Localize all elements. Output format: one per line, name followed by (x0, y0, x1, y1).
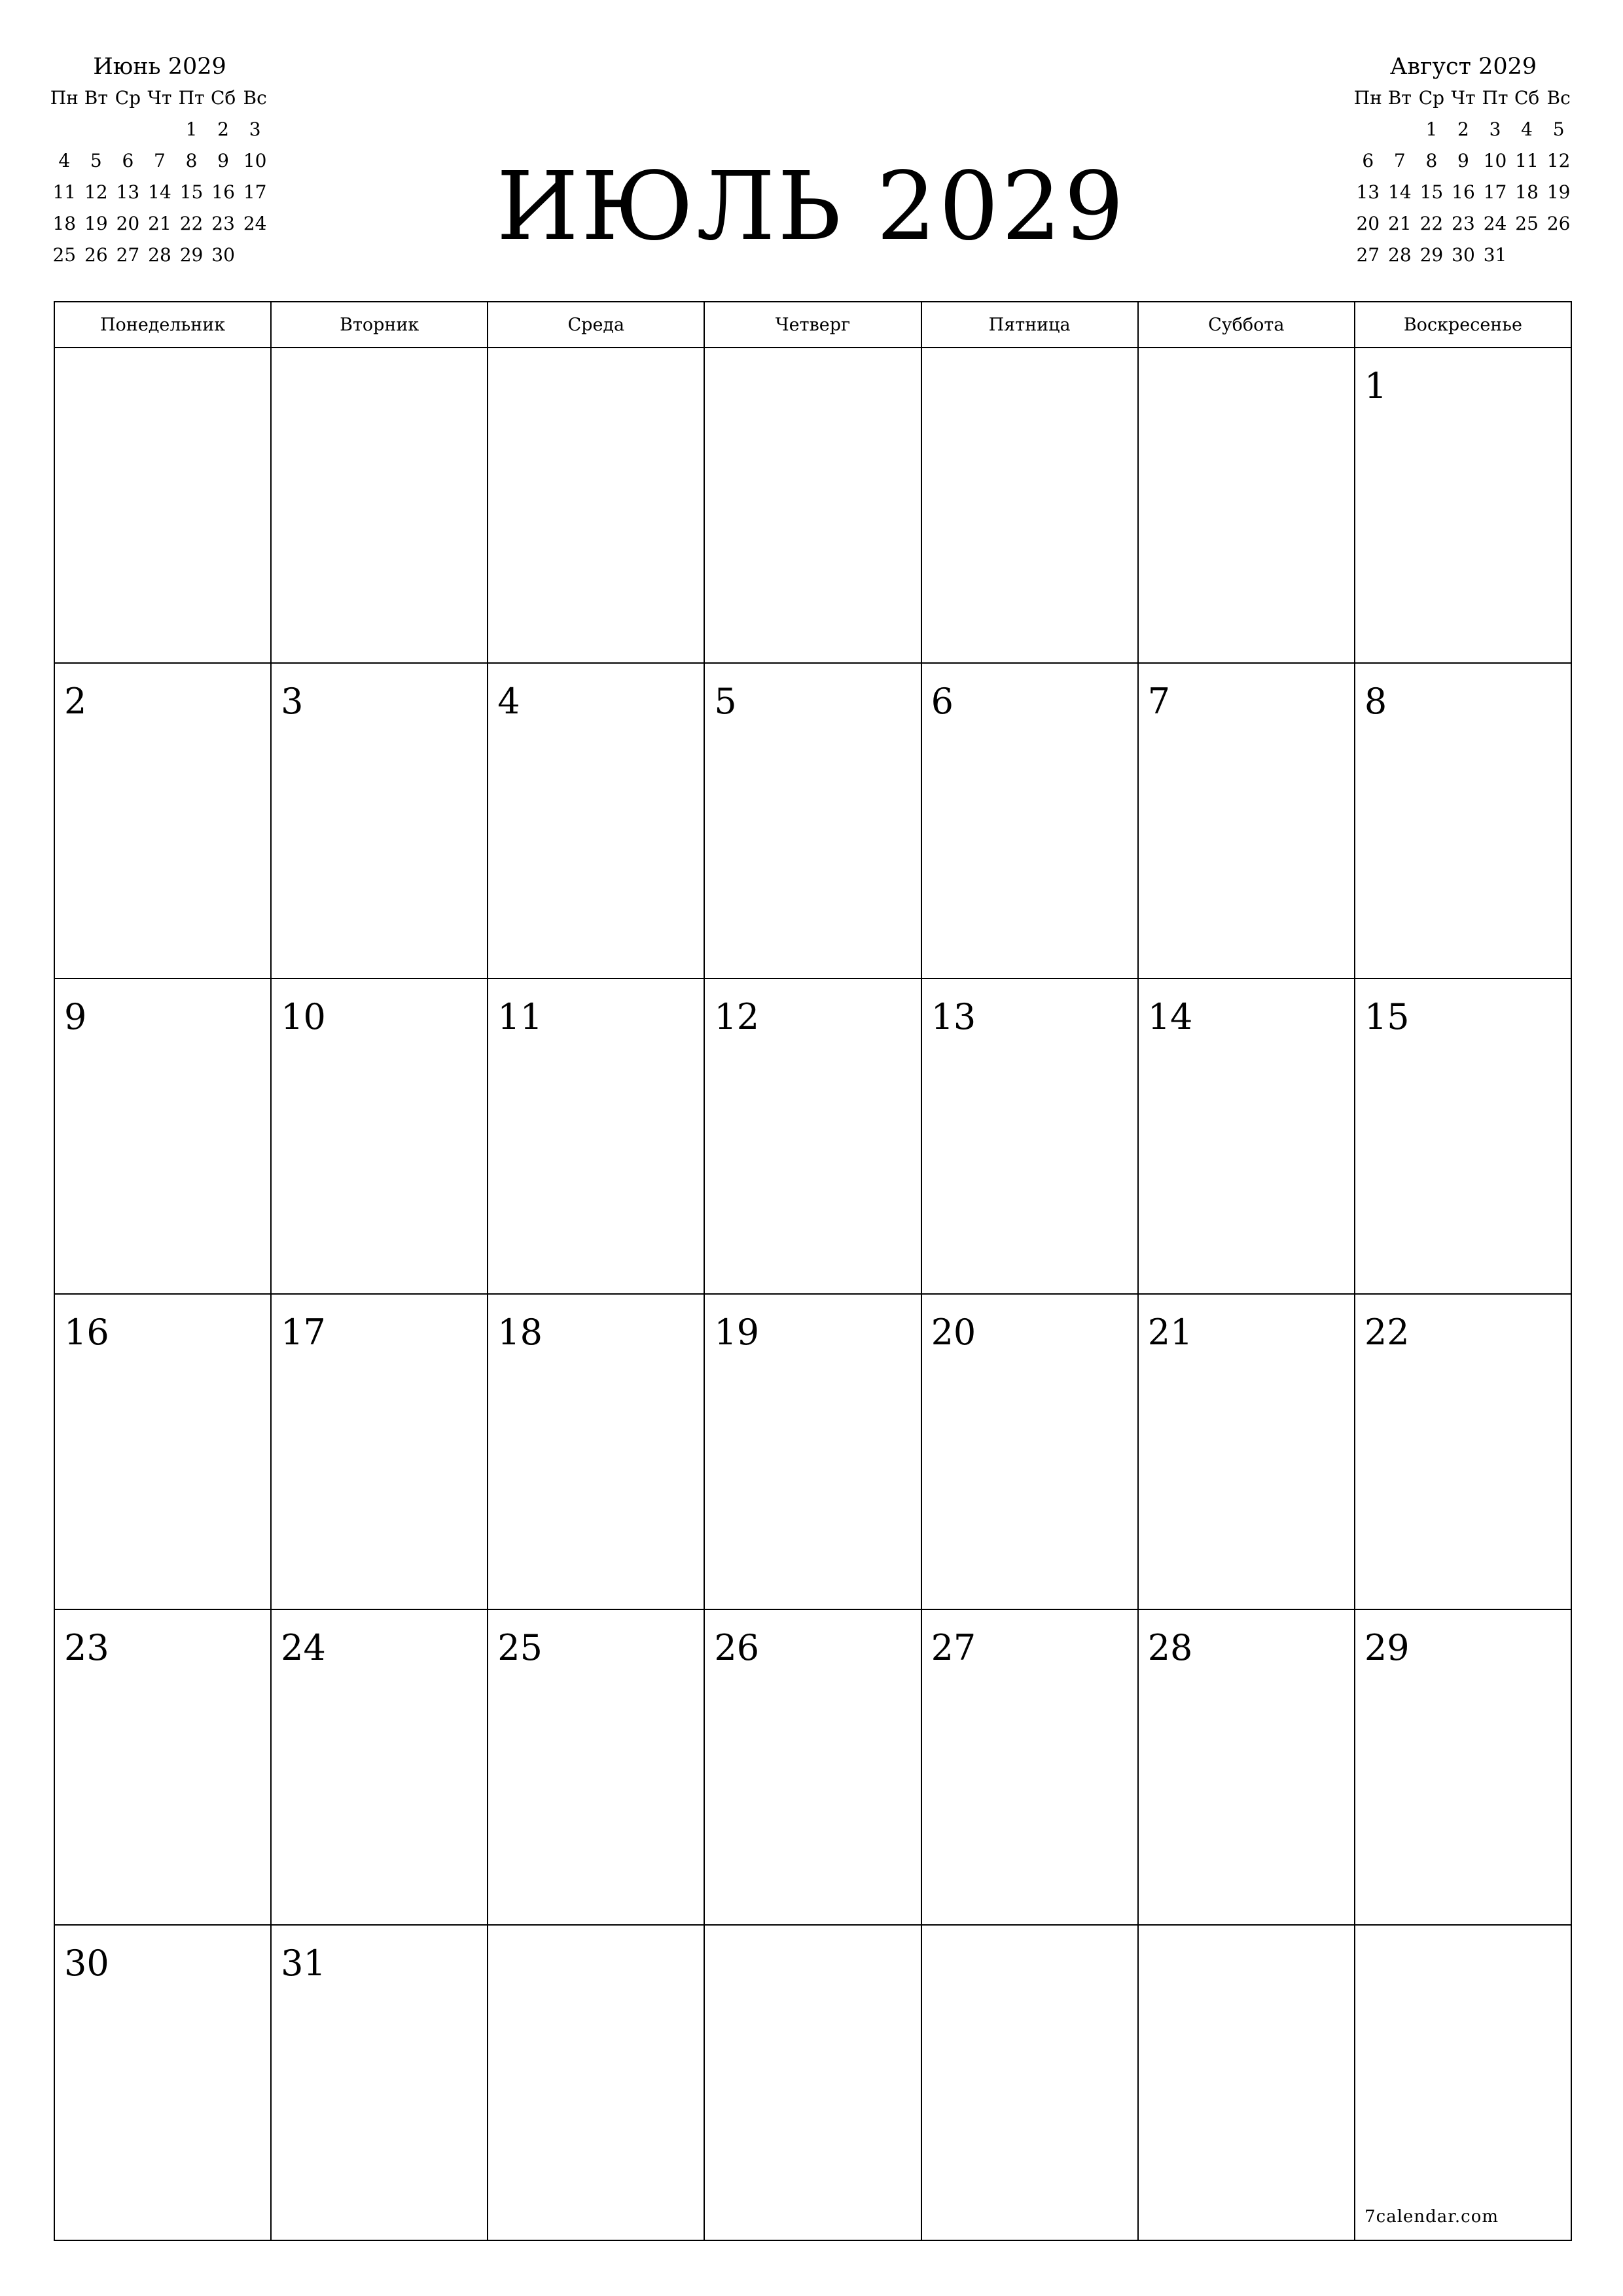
week-row (54, 1925, 1571, 2240)
mini-day: 22 (1419, 213, 1444, 234)
day-cell[interactable] (1138, 1925, 1355, 2240)
mini-day (1352, 114, 1384, 145)
day-number (705, 1926, 920, 1944)
mini-day: 28 (148, 244, 171, 266)
week-row (54, 348, 1571, 663)
day-cell[interactable] (488, 1294, 704, 1609)
weekday-header: Вторник (271, 302, 488, 348)
mini-day: 16 (211, 181, 235, 203)
mini-day: 2 (1457, 118, 1469, 140)
day-number (1139, 348, 1354, 367)
mini-day: 6 (122, 150, 134, 171)
day-number: 17 (281, 1312, 326, 1353)
mini-day: 9 (1457, 150, 1469, 171)
mini-day: 9 (217, 150, 229, 171)
day-cell[interactable] (54, 1294, 271, 1609)
mini-day: 24 (243, 213, 267, 234)
mini-day: 22 (179, 213, 204, 234)
day-number (705, 348, 920, 367)
mini-day: 20 (116, 213, 140, 234)
mini-day: 14 (148, 181, 171, 203)
day-cell[interactable] (1355, 663, 1571, 978)
day-cell[interactable] (271, 663, 488, 978)
mini-weekday: Чт (147, 87, 172, 109)
mini-day: 8 (1425, 150, 1438, 171)
day-number: 26 (714, 1627, 760, 1668)
mini-weekday: Чт (1451, 87, 1476, 109)
mini-weekday: Пн (50, 87, 79, 109)
mini-day: 15 (179, 181, 204, 203)
mini-day: 8 (185, 150, 198, 171)
day-cell[interactable] (54, 663, 271, 978)
day-number: 15 (1364, 996, 1410, 1037)
mini-week-row (48, 114, 271, 145)
mini-calendar-weekday-row (1352, 82, 1575, 114)
source-link[interactable]: 7calendar.com (1364, 2207, 1499, 2227)
mini-day: 7 (1393, 150, 1406, 171)
mini-day: 1 (185, 118, 198, 140)
day-number: 27 (931, 1627, 976, 1668)
day-cell[interactable] (1138, 1294, 1355, 1609)
weekday-header-row (54, 302, 1571, 348)
mini-weekday: Пн (1353, 87, 1382, 109)
mini-day: 12 (1546, 150, 1571, 171)
day-number (55, 348, 270, 367)
mini-day: 25 (52, 244, 77, 266)
day-cell[interactable] (921, 348, 1138, 663)
mini-day: 17 (243, 181, 267, 203)
mini-day: 30 (1452, 244, 1475, 266)
mini-day: 18 (52, 213, 77, 234)
mini-day: 7 (154, 150, 166, 171)
mini-calendar-next-table (1352, 82, 1575, 271)
day-cell[interactable] (921, 1609, 1138, 1925)
day-cell[interactable] (921, 1925, 1138, 2240)
weekday-header: Пятница (921, 302, 1138, 348)
day-number: 24 (281, 1627, 326, 1668)
day-cell[interactable] (1355, 1294, 1571, 1609)
mini-week-row (1352, 240, 1575, 271)
day-number: 25 (497, 1627, 543, 1668)
mini-weekday: Вс (1546, 87, 1571, 109)
mini-week-row (1352, 177, 1575, 208)
day-number: 18 (497, 1312, 543, 1353)
day-cell[interactable] (704, 663, 921, 978)
mini-calendar-weekday-row (48, 82, 271, 114)
mini-day: 15 (1419, 181, 1444, 203)
day-cell[interactable] (54, 348, 271, 663)
mini-day: 19 (1546, 181, 1571, 203)
day-number (272, 348, 487, 367)
mini-day: 5 (90, 150, 102, 171)
day-cell[interactable] (1138, 663, 1355, 978)
week-row (54, 978, 1571, 1294)
day-cell[interactable] (921, 978, 1138, 1294)
mini-day: 18 (1515, 181, 1539, 203)
day-number: 30 (64, 1943, 109, 1984)
mini-day: 21 (1388, 213, 1412, 234)
day-number: 28 (1147, 1627, 1193, 1668)
mini-day: 10 (1483, 150, 1507, 171)
mini-day: 13 (1356, 181, 1380, 203)
mini-day: 10 (243, 150, 267, 171)
mini-day: 6 (1362, 150, 1374, 171)
mini-day: 5 (1552, 118, 1565, 140)
day-cell[interactable] (271, 1294, 488, 1609)
day-cell[interactable] (1138, 348, 1355, 663)
day-number: 5 (714, 681, 737, 722)
day-number: 14 (1147, 996, 1193, 1037)
day-cell[interactable] (704, 348, 921, 663)
day-number: 20 (931, 1312, 976, 1353)
day-cell[interactable] (488, 348, 704, 663)
mini-day: 4 (58, 150, 71, 171)
mini-day (112, 114, 144, 145)
mini-day: 13 (116, 181, 140, 203)
mini-weekday: Сб (1514, 87, 1540, 109)
day-number (488, 1926, 704, 1944)
day-number: 3 (281, 681, 304, 722)
mini-day: 27 (116, 244, 140, 266)
mini-day: 4 (1521, 118, 1533, 140)
mini-day: 29 (179, 244, 204, 266)
mini-day (144, 114, 176, 145)
day-number: 16 (64, 1312, 109, 1353)
mini-day: 23 (1452, 213, 1475, 234)
day-number: 21 (1147, 1312, 1193, 1353)
mini-day: 25 (1515, 213, 1539, 234)
mini-day: 27 (1356, 244, 1380, 266)
day-number: 31 (281, 1943, 326, 1984)
mini-day: 3 (249, 118, 261, 140)
mini-day (80, 114, 113, 145)
mini-day: 16 (1452, 181, 1475, 203)
mini-weekday: Сб (210, 87, 236, 109)
day-cell[interactable] (1355, 978, 1571, 1294)
day-number: 2 (64, 681, 87, 722)
day-cell[interactable] (271, 978, 488, 1294)
mini-weekday: Вт (1387, 87, 1412, 109)
mini-day: 30 (211, 244, 235, 266)
day-cell[interactable] (1138, 1609, 1355, 1925)
mini-weekday: Вс (243, 87, 267, 109)
mini-day (1511, 240, 1543, 271)
day-number (922, 348, 1137, 367)
mini-calendar-next-title: Август 2029 (1389, 54, 1537, 80)
mini-day: 29 (1419, 244, 1444, 266)
mini-day: 11 (52, 181, 77, 203)
day-cell[interactable] (54, 978, 271, 1294)
day-number (488, 348, 704, 367)
day-cell[interactable] (54, 1925, 271, 2240)
mini-week-row (1352, 145, 1575, 177)
day-cell[interactable] (488, 1925, 704, 2240)
mini-day: 1 (1425, 118, 1438, 140)
day-cell[interactable] (704, 1294, 921, 1609)
day-number: 13 (931, 996, 976, 1037)
mini-day: 11 (1515, 150, 1539, 171)
day-cell[interactable] (704, 1925, 921, 2240)
day-cell[interactable] (271, 1925, 488, 2240)
day-cell[interactable] (704, 1609, 921, 1925)
weekday-header: Воскресенье (1355, 302, 1571, 348)
weekday-header: Суббота (1138, 302, 1355, 348)
mini-day: 31 (1483, 244, 1507, 266)
month-grid (54, 301, 1572, 2241)
day-number (1139, 1926, 1354, 1944)
week-row (54, 663, 1571, 978)
day-number: 7 (1147, 681, 1171, 722)
day-cell[interactable] (1355, 1609, 1571, 1925)
day-cell[interactable] (488, 663, 704, 978)
mini-day (1543, 240, 1575, 271)
weekday-header: Понедельник (54, 302, 271, 348)
day-cell[interactable] (488, 1609, 704, 1925)
day-cell[interactable] (704, 978, 921, 1294)
mini-day: 3 (1489, 118, 1501, 140)
day-cell[interactable] (1355, 348, 1571, 663)
mini-day: 17 (1483, 181, 1507, 203)
day-cell[interactable] (1138, 978, 1355, 1294)
mini-week-row (1352, 114, 1575, 145)
mini-weekday: Пт (178, 87, 205, 109)
mini-weekday: Пт (1482, 87, 1508, 109)
day-cell[interactable] (54, 1609, 271, 1925)
mini-day: 23 (211, 213, 235, 234)
week-row (54, 1609, 1571, 1925)
day-cell[interactable] (271, 348, 488, 663)
mini-day: 26 (84, 244, 108, 266)
day-number: 23 (64, 1627, 109, 1668)
mini-weekday: Вт (84, 87, 108, 109)
day-number: 12 (714, 996, 760, 1037)
page-title: ИЮЛЬ 2029 (496, 151, 1127, 261)
day-number: 11 (497, 996, 543, 1037)
mini-weekday: Ср (115, 87, 141, 109)
day-number (1355, 1926, 1571, 1944)
day-cell[interactable] (1355, 1925, 1571, 2240)
mini-day: 20 (1356, 213, 1380, 234)
day-number: 1 (1364, 365, 1387, 406)
mini-day: 12 (84, 181, 108, 203)
day-number: 10 (281, 996, 326, 1037)
mini-day: 19 (84, 213, 108, 234)
mini-day: 26 (1546, 213, 1571, 234)
mini-day: 2 (217, 118, 229, 140)
week-row (54, 1294, 1571, 1609)
mini-calendar-next (1352, 51, 1575, 271)
mini-day (48, 114, 80, 145)
day-cell[interactable] (488, 978, 704, 1294)
mini-day: 28 (1388, 244, 1412, 266)
mini-day: 14 (1388, 181, 1412, 203)
day-cell[interactable] (921, 663, 1138, 978)
weekday-header: Среда (488, 302, 704, 348)
day-cell[interactable] (921, 1294, 1138, 1609)
mini-day (1384, 114, 1416, 145)
day-number: 29 (1364, 1627, 1410, 1668)
mini-weekday: Ср (1418, 87, 1445, 109)
day-number: 9 (64, 996, 87, 1037)
day-number (922, 1926, 1137, 1944)
day-cell[interactable] (271, 1609, 488, 1925)
mini-day: 21 (148, 213, 171, 234)
day-number: 8 (1364, 681, 1387, 722)
day-number: 22 (1364, 1312, 1410, 1353)
mini-day: 24 (1483, 213, 1507, 234)
mini-week-row (1352, 208, 1575, 240)
day-number: 6 (931, 681, 954, 722)
mini-calendar-prev-title: Июнь 2029 (93, 54, 226, 80)
day-number: 4 (497, 681, 520, 722)
weekday-header: Четверг (704, 302, 921, 348)
day-number: 19 (714, 1312, 760, 1353)
